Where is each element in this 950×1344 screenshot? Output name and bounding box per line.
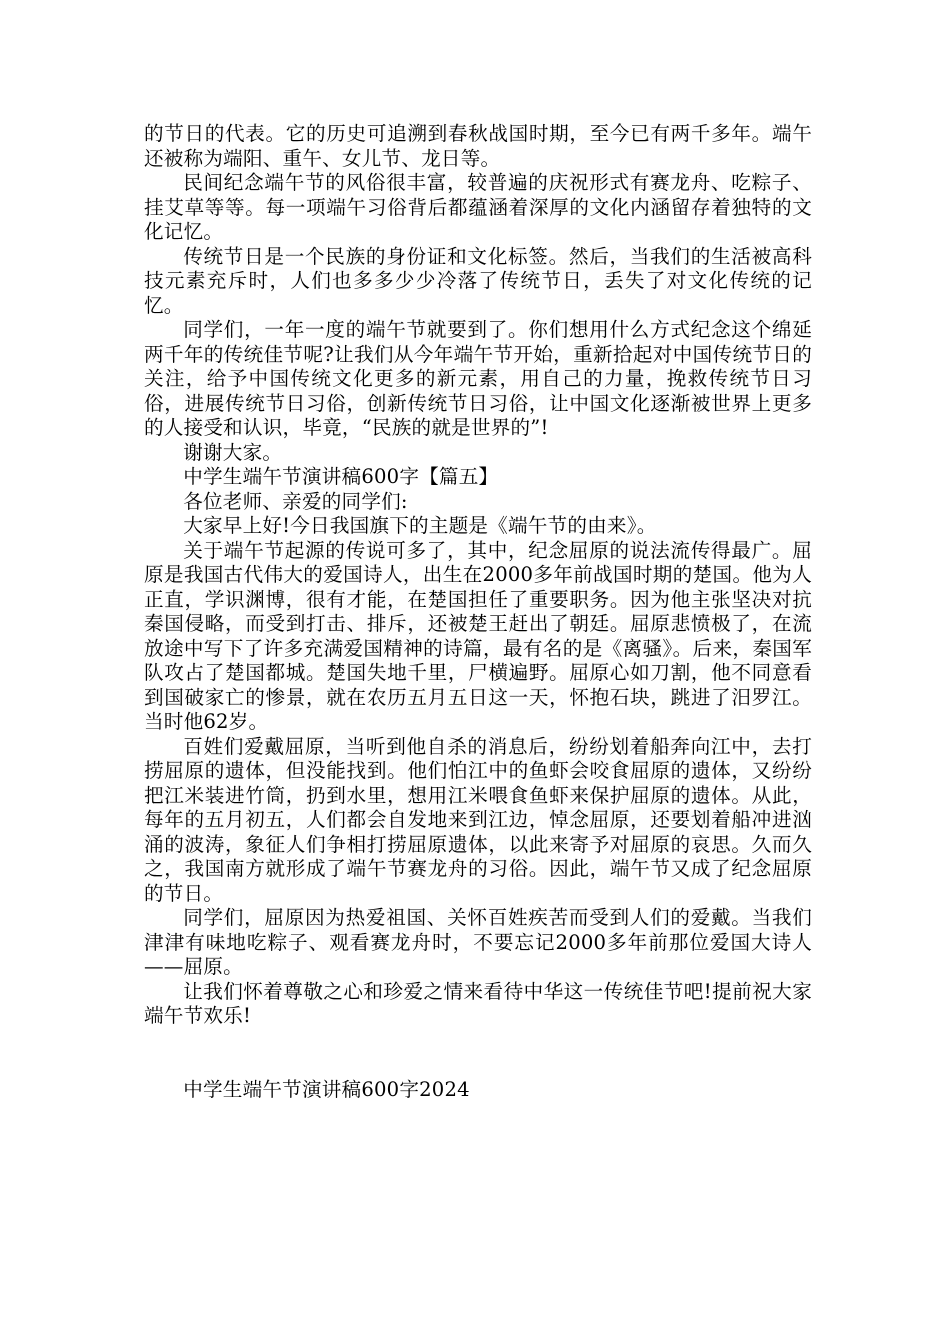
paragraph-origin: 关于端午节起源的传说可多了，其中，纪念屈原的说法流传得最广。屈原是我国古代伟大的爱国诗人，出生在2000多年前战国时期的楚国。他为人正直，学识渊博，很有才能，在楚国担任了重要职务。因为他主张坚决对抗秦国侵略，而受到打击、排斥，还被楚王赶出了朝廷。屈原悲愤极了，在流放途中写下了许多充满爱国精神的诗篇，最有名的是《离骚》。后来，秦国军队攻占了楚国都城。楚国失地千里，尸横遍野。屈原心如刀割，他不同意看到国破家亡的惨景，就在农历五月五日这一天，怀抱石块，跳进了汨罗江。当时他62岁。 <box>144 538 812 733</box>
paragraph-students: 同学们，屈原因为热爱祖国、关怀百姓疾苦而受到人们的爱戴。当我们津津有味地吃粽子、观看赛龙舟时，不要忘记2000多年前那位爱国大诗人——屈原。 <box>144 906 812 978</box>
document-page <box>144 122 812 1102</box>
paragraph-1: 的节日的代表。它的历史可追溯到春秋战国时期，至今已有两千多年。端午还被称为端阳、重午、女儿节、龙日等。 <box>144 122 812 170</box>
section-heading: 中学生端午节演讲稿600字【篇五】 <box>183 465 499 488</box>
paragraph-people: 百姓们爱戴屈原，当听到他自杀的消息后，纷纷划着船奔向江中，去打捞屈原的遗体，但没能找到。他们怕江中的鱼虾会咬食屈原的遗体，又纷纷把江米装进竹筒，扔到水里，想用江米喂食鱼虾来保护屈原的遗体。从此，每年的五月初五，人们都会自发地来到江边，悼念屈原，还要划着船冲进汹涌的波涛，象征人们争相打捞屈原遗体，以此来寄予对屈原的哀思。久而久之，我国南方就形成了端午节赛龙舟的习俗。因此，端午节又成了纪念屈原的节日。 <box>144 734 812 905</box>
paragraph-4: 同学们，一年一度的端午节就要到了。你们想用什么方式纪念这个绵延两千年的传统佳节呢?让我们从今年端午节开始，重新拾起对中国传统节日的关注，给予中国传统文化更多的新元素，用自己的力量，挽救传统节日习俗，进展传统节日习俗，创新传统节日习俗，让中国文化逐渐被世界上更多的人接受和认识，毕竟，“民族的就是世界的”! <box>144 318 812 439</box>
paragraph-2: 民间纪念端午节的风俗很丰富，较普遍的庆祝形式有赛龙舟、吃粽子、挂艾草等等。每一项端午习俗背后都蕴涵着深厚的文化内涵留存着独特的文化记忆。 <box>144 171 812 243</box>
paragraph-3: 传统节日是一个民族的身份证和文化标签。然后，当我们的生活被高科技元素充斥时，人们也多多少少冷落了传统节日，丢失了对文化传统的记忆。 <box>144 244 812 317</box>
paragraph-closing: 让我们怀着尊敬之心和珍爱之情来看待中华这一传统佳节吧!提前祝大家端午节欢乐! <box>144 979 812 1027</box>
paragraph-thanks: 谢谢大家。 <box>183 440 283 464</box>
footer-title: 中学生端午节演讲稿600字2024 <box>183 1077 470 1101</box>
blank-spacer <box>144 1029 812 1078</box>
greeting: 大家早上好!今日我国旗下的主题是《端午节的由来》。 <box>183 514 657 537</box>
salutation: 各位老师、亲爱的同学们: <box>183 489 408 513</box>
